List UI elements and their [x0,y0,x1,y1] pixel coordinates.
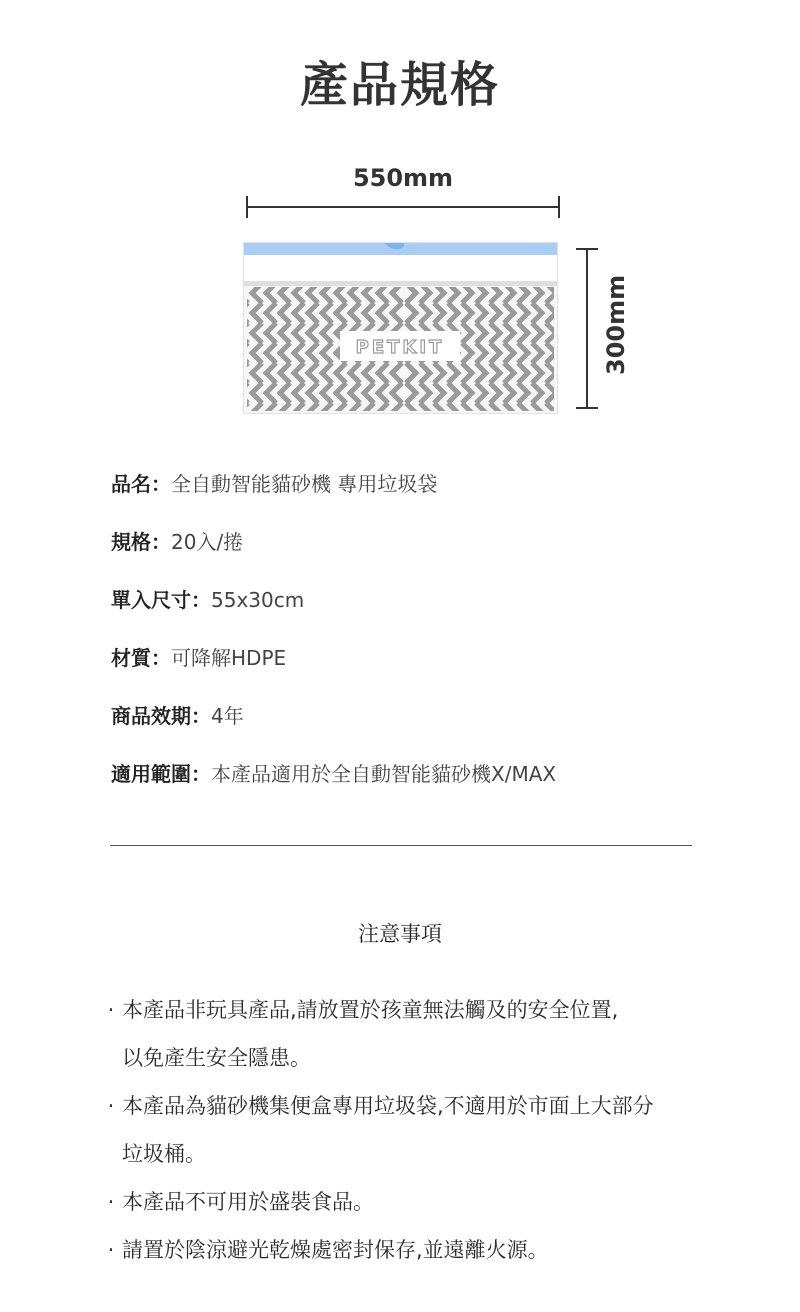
spec-value: 4年 [211,704,244,728]
petkit-logo: PETKIT [355,337,445,358]
notice-title: 注意事項 [358,922,442,946]
width-dimension-tick-left [246,196,248,218]
page-title: 產品規格 [299,57,500,113]
notice-text: 本產品不可用於盛裝食品。 [122,1190,374,1214]
spec-row-shelf-life [111,698,556,756]
section-divider [110,845,692,846]
spec-list [111,466,556,814]
notice-text: 本產品非玩具產品,請放置於孩童無法觸及的安全位置, [122,998,619,1022]
notice-item-continued [100,1040,654,1088]
height-dimension-line [586,248,588,408]
spec-value: 本產品適用於全自動智能貓砂機X/MAX [211,762,557,786]
spec-value: 全自動智能貓砂機 專用垃圾袋 [171,472,438,496]
notice-item [100,1088,654,1136]
spec-value: 可降解HDPE [171,646,287,670]
notice-text: 請置於陰涼避光乾燥處密封保存,並遠離火源。 [122,1238,549,1262]
width-dimension-label: 550mm [352,164,454,192]
spec-label: 品名： [111,472,171,496]
spec-value: 55x30cm [211,588,305,612]
width-dimension-tick-right [558,196,560,218]
spec-label: 規格： [111,530,171,554]
notice-item [100,1184,654,1232]
width-dimension-line [246,206,560,208]
garbage-bag-image [243,242,558,414]
bullet: · [107,1190,115,1214]
notice-text: 垃圾桶。 [122,1142,206,1166]
spec-label: 材質： [111,646,171,670]
bullet: · [107,998,115,1022]
spec-label: 單入尺寸： [111,588,211,612]
height-dimension-tick-bottom [576,407,598,409]
spec-label: 商品效期： [111,704,211,728]
garbage-bag-illustration [244,243,557,413]
spec-value: 20入/捲 [171,530,244,554]
notice-text: 以免產生安全隱患。 [122,1046,311,1070]
spec-row-material [111,640,556,698]
bullet: · [107,1094,115,1118]
notice-text: 本產品為貓砂機集便盒專用垃圾袋,不適用於市面上大部分 [122,1094,654,1118]
notice-item-continued [100,1136,654,1184]
spec-row-size-spec [111,524,556,582]
notice-list [100,992,654,1280]
spec-row-name [111,466,556,524]
notice-item [100,992,654,1040]
bullet: · [107,1238,115,1262]
notice-item [100,1232,654,1280]
height-dimension-tick-top [576,248,598,250]
spec-label: 適用範圍： [111,762,211,786]
spec-row-scope [111,756,556,814]
spec-row-unit-size [111,582,556,640]
height-dimension-label: 300mm [602,274,630,375]
